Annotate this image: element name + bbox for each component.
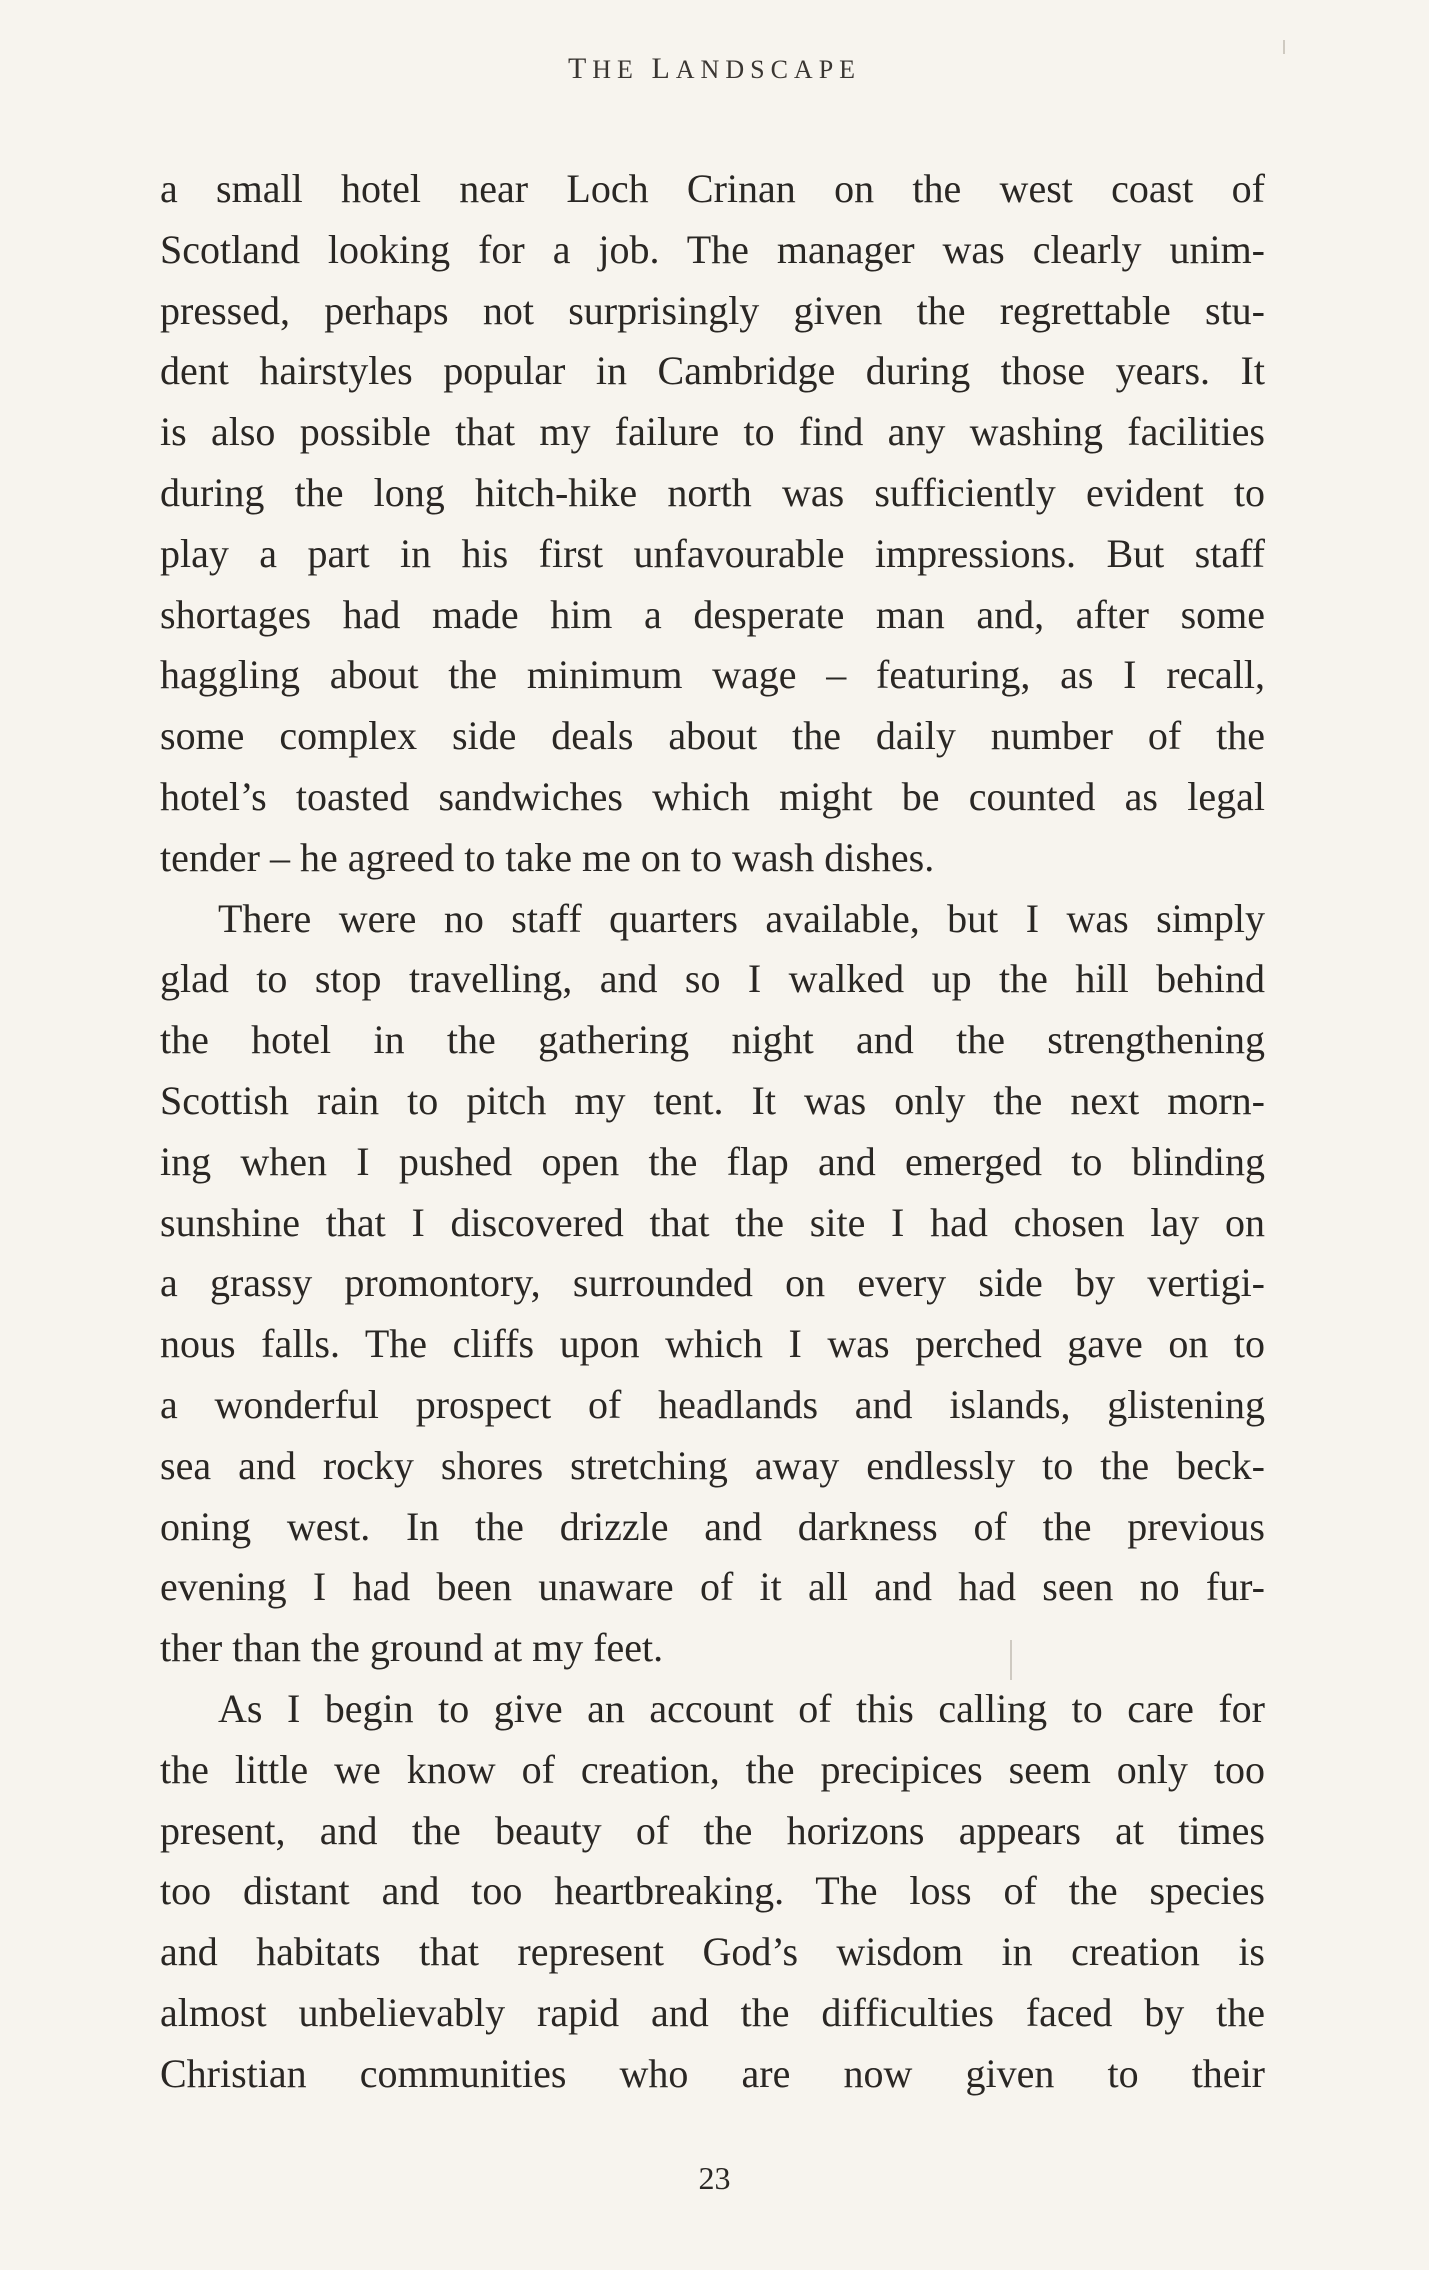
text-line: dent hairstyles popular in Cambridge during those years. It (160, 348, 1265, 394)
text-line: As I begin to give an account of this calling to care for (218, 1685, 1265, 1731)
page-number: 23 (698, 2160, 731, 2196)
text-line: ing when I pushed open the flap and emerged to blinding (160, 1138, 1265, 1184)
text-line: and habitats that represent God’s wisdom in creation is (160, 1929, 1265, 1975)
text-line: is also possible that my failure to find any washing facilities (160, 409, 1265, 455)
text-line: Scotland looking for a job. The manager was clearly unim- (160, 226, 1265, 272)
text-line: sea and rocky shores stretching away endlessly to the beck- (160, 1442, 1265, 1488)
text-line: the hotel in the gathering night and the strengthening (160, 1017, 1265, 1063)
text-line: shortages had made him a desperate man and, after some (160, 591, 1265, 637)
paragraph-1 (160, 159, 1265, 889)
text-line: oning west. In the drizzle and darkness of the previous (160, 1503, 1265, 1549)
text-line: present, and the beauty of the horizons appears at times (160, 1807, 1265, 1853)
text-line: Christian communities who are now given to their (160, 2050, 1265, 2096)
paragraph-2 (160, 889, 1265, 1679)
paragraph-3 (160, 1679, 1265, 2105)
text-line: nous falls. The cliffs upon which I was perched gave on to (160, 1321, 1265, 1367)
text-line: a grassy promontory, surrounded on every side by vertigi- (160, 1260, 1265, 1306)
body-text (160, 159, 1265, 2105)
text-line: hotel’s toasted sandwiches which might be counted as legal (160, 773, 1265, 819)
text-line: glad to stop travelling, and so I walked up the hill behind (160, 956, 1265, 1002)
text-line: sunshine that I discovered that the site I had chosen lay on (160, 1199, 1265, 1245)
text-line: Scottish rain to pitch my tent. It was only the next morn- (160, 1077, 1265, 1123)
text-line: evening I had been unaware of it all and had seen no fur- (160, 1564, 1265, 1610)
scan-speck (1283, 40, 1285, 54)
text-line: ther than the ground at my feet. (160, 1625, 664, 1671)
scan-speck (1010, 1640, 1012, 1680)
text-line: pressed, perhaps not surprisingly given the regrettable stu- (160, 287, 1265, 333)
text-line: almost unbelievably rapid and the difficulties faced by the (160, 1989, 1265, 2035)
text-line: a small hotel near Loch Crinan on the west coast of (160, 166, 1265, 211)
text-line: a wonderful prospect of headlands and islands, glistening (160, 1381, 1265, 1427)
text-line: during the long hitch-hike north was sufficiently evident to (160, 469, 1265, 515)
text-line: There were no staff quarters available, but I was simply (218, 895, 1265, 941)
text-line: the little we know of creation, the precipices seem only too (160, 1746, 1265, 1792)
running-head: THE LANDSCAPE (567, 52, 862, 85)
text-line: some complex side deals about the daily number of the (160, 713, 1265, 759)
text-line: play a part in his first unfavourable impressions. But staff (160, 530, 1265, 576)
text-line: too distant and too heartbreaking. The loss of the species (160, 1868, 1265, 1914)
text-line: haggling about the minimum wage – featuring, as I recall, (160, 652, 1265, 698)
text-line: tender – he agreed to take me on to wash dishes. (160, 834, 935, 880)
